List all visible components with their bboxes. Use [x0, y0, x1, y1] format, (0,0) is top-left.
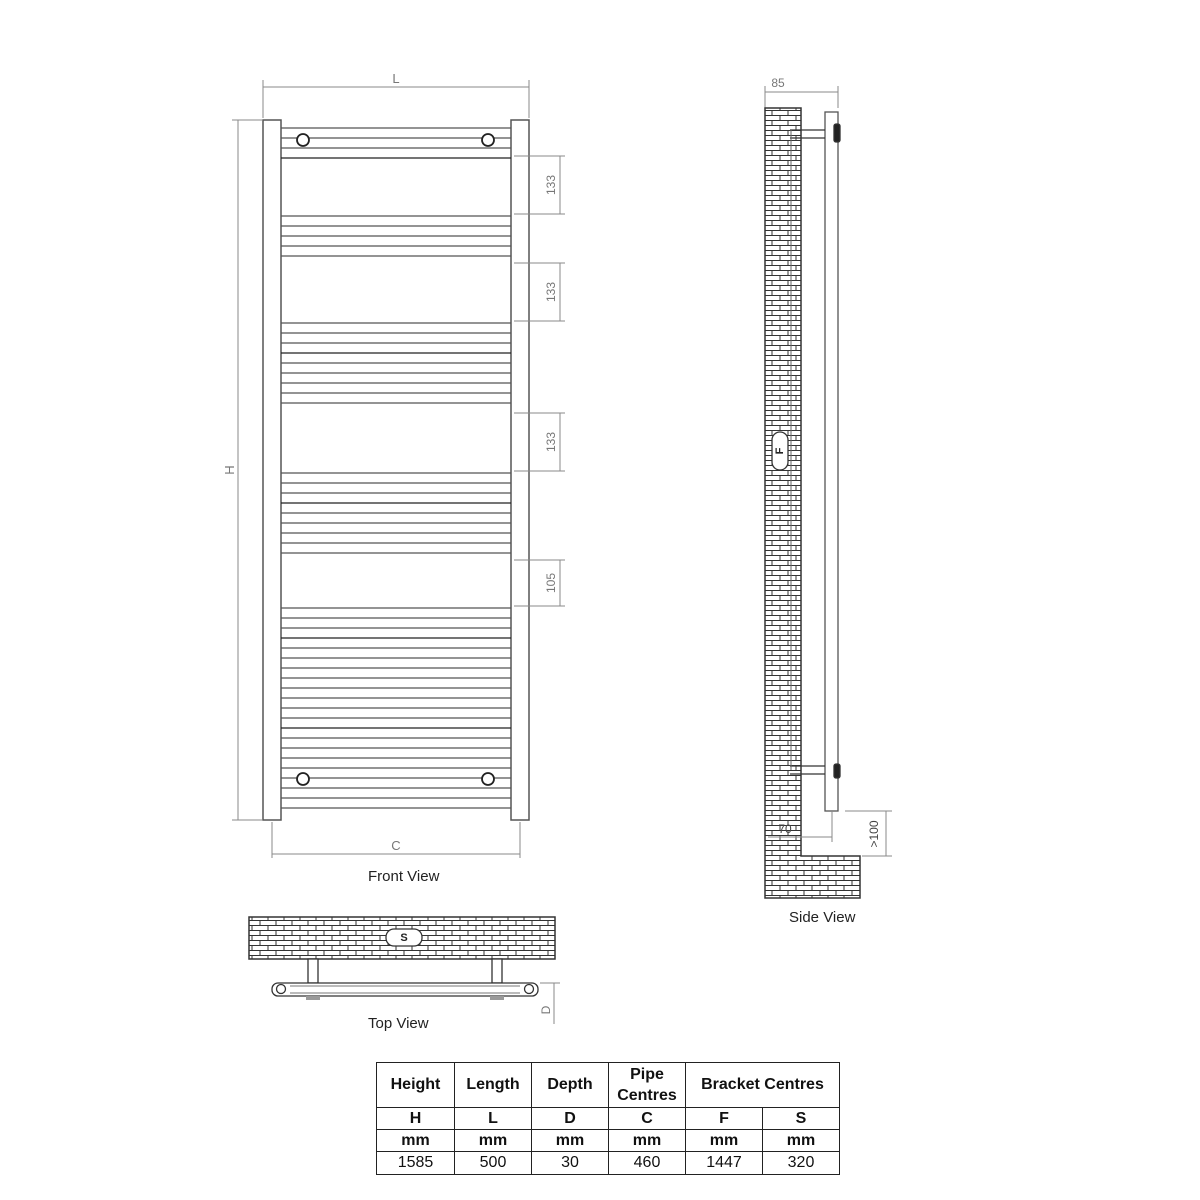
- unit-cell: mm: [532, 1130, 609, 1152]
- towel-bars: [281, 128, 511, 808]
- gap-label-2: 133: [544, 281, 558, 303]
- spec-table: [376, 1062, 840, 1175]
- unit-cell: mm: [455, 1130, 532, 1152]
- header-bracket-centres: Bracket Centres: [686, 1063, 840, 1108]
- value-cell: 500: [455, 1152, 532, 1175]
- symbol-cell: D: [532, 1108, 609, 1130]
- side-wall: [765, 108, 860, 898]
- table-header-row: [377, 1063, 840, 1108]
- unit-cell: mm: [377, 1130, 455, 1152]
- header-pipe-centres-line-1: Pipe: [630, 1066, 664, 1083]
- symbol-cell: L: [455, 1108, 532, 1130]
- top-view-caption: Top View: [368, 1015, 429, 1032]
- unit-cell: mm: [686, 1130, 763, 1152]
- header-height: Height: [377, 1063, 455, 1108]
- floor-clearance-label: >100: [867, 820, 881, 848]
- side-view: [765, 76, 892, 898]
- bracket-s-label: S: [400, 931, 408, 944]
- symbol-cell: S: [763, 1108, 840, 1130]
- top-brackets: [308, 959, 502, 983]
- header-pipe-centres-line-2: Centres: [617, 1087, 677, 1104]
- pipe-offset-label: 70: [778, 822, 792, 836]
- valve-top-left-icon: [297, 134, 309, 146]
- front-view: [222, 71, 565, 858]
- valve-bottom-left-icon: [297, 773, 309, 785]
- length-label: L: [392, 71, 400, 86]
- valve-bottom-right-icon: [482, 773, 494, 785]
- depth-label: D: [539, 1005, 553, 1015]
- table-symbol-row: [377, 1108, 840, 1130]
- value-cell: 30: [532, 1152, 609, 1175]
- right-upright: [511, 120, 529, 820]
- centres-label: C: [391, 838, 401, 853]
- gap-label-1: 133: [544, 174, 558, 196]
- top-radiator: [272, 983, 538, 1000]
- symbol-cell: C: [609, 1108, 686, 1130]
- valve-top-right-icon: [482, 134, 494, 146]
- bracket-f-label: F: [773, 447, 786, 455]
- symbol-cell: F: [686, 1108, 763, 1130]
- side-radiator: [825, 112, 838, 811]
- value-cell: 460: [609, 1152, 686, 1175]
- top-valve-right-icon: [525, 985, 534, 994]
- unit-cell: mm: [763, 1130, 840, 1152]
- depth-dimension: [540, 983, 560, 1024]
- top-valve-left-icon: [277, 985, 286, 994]
- unit-cell: mm: [609, 1130, 686, 1152]
- header-length: Length: [455, 1063, 532, 1108]
- front-view-caption: Front View: [368, 868, 440, 885]
- side-view-caption: Side View: [789, 909, 856, 926]
- header-pipe-centres: [609, 1063, 686, 1108]
- gap-label-3: 133: [544, 431, 558, 453]
- wall-offset-label: 85: [771, 76, 785, 90]
- table-value-row: [377, 1152, 840, 1175]
- gap-label-4: 105: [544, 572, 558, 594]
- top-view: [249, 917, 560, 1024]
- value-cell: 320: [763, 1152, 840, 1175]
- height-label: H: [222, 465, 237, 475]
- value-cell: 1447: [686, 1152, 763, 1175]
- header-depth: Depth: [532, 1063, 609, 1108]
- left-upright: [263, 120, 281, 820]
- symbol-cell: H: [377, 1108, 455, 1130]
- value-cell: 1585: [377, 1152, 455, 1175]
- table-unit-row: [377, 1130, 840, 1152]
